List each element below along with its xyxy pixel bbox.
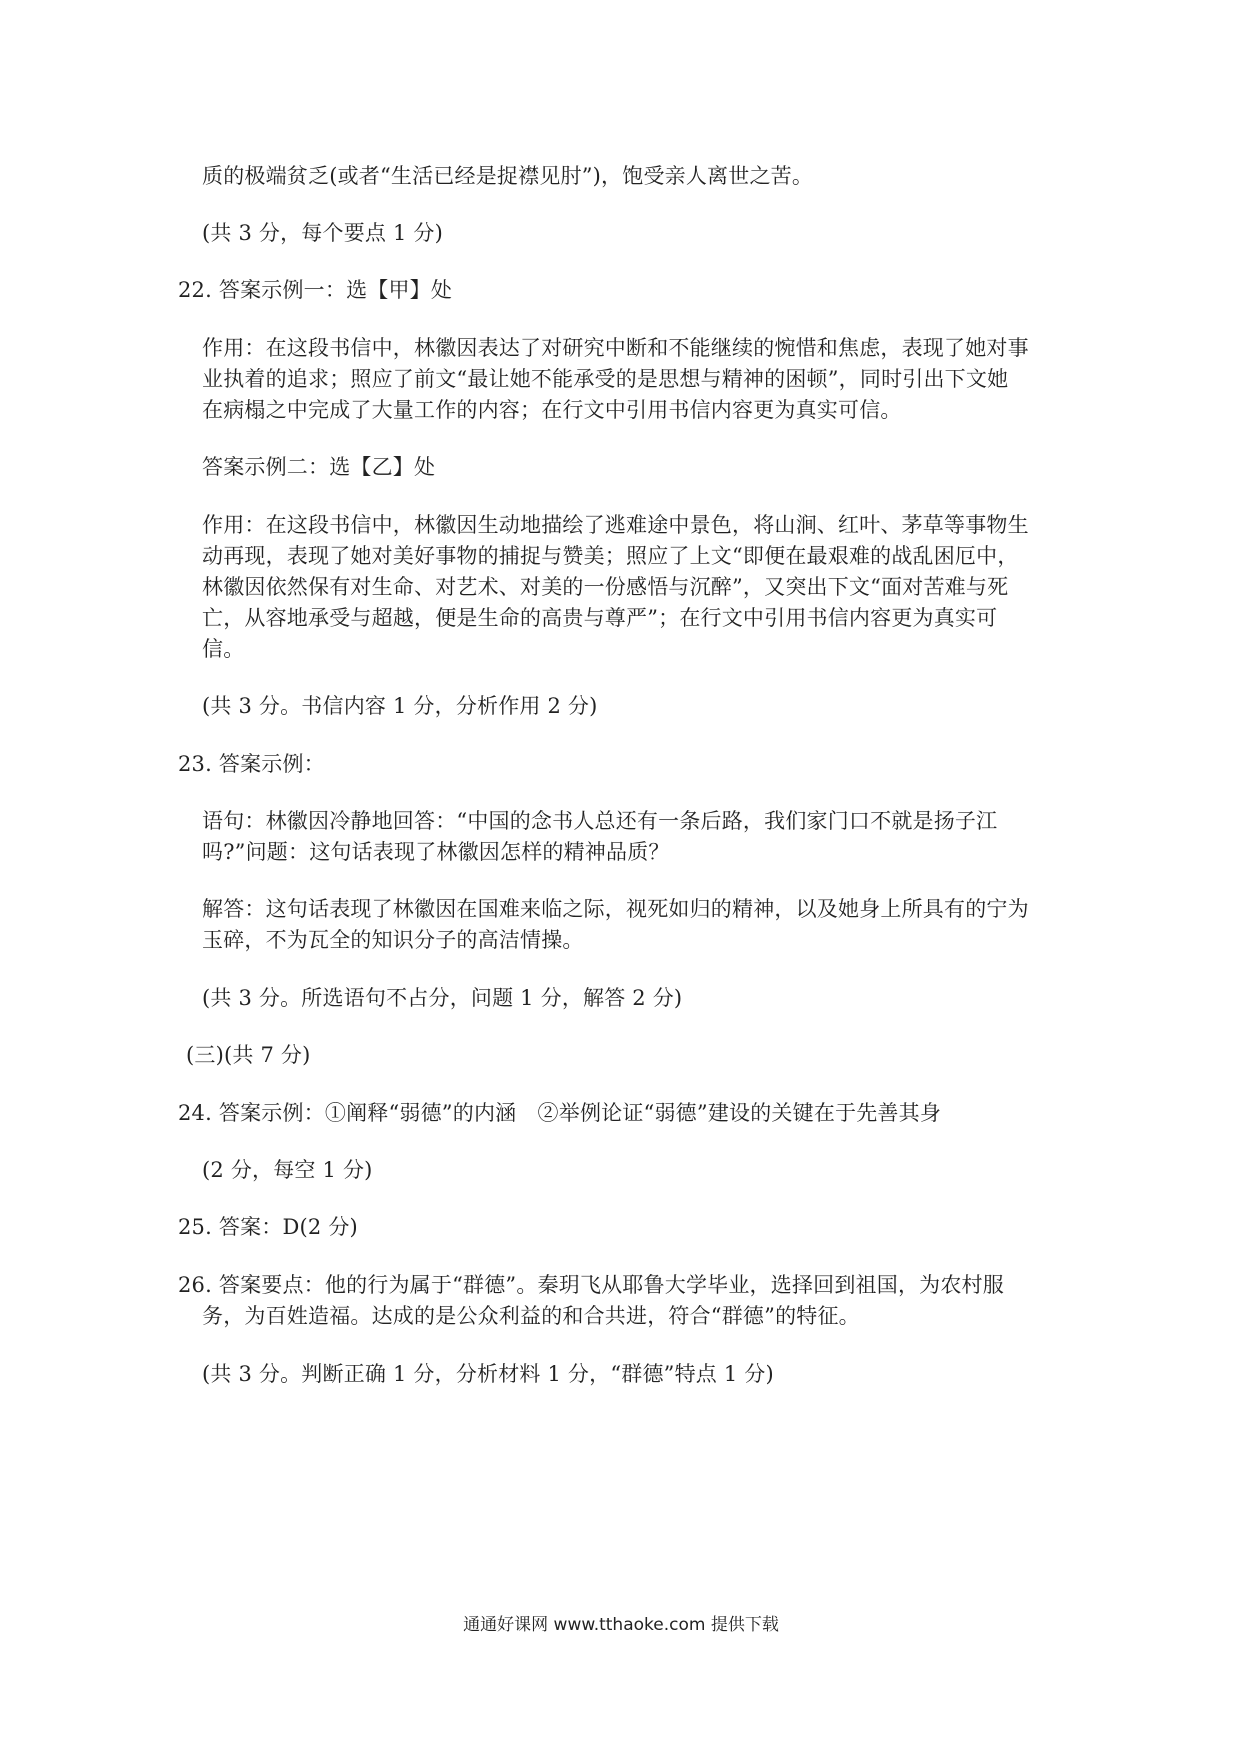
answer-22-example1-line2: 业执着的追求；照应了前文“最让她不能承受的是思想与精神的困顿”，同时引出下文她 (202, 367, 1009, 391)
answer-23-reply-line2: 玉碎，不为瓦全的知识分子的高洁情操。 (202, 928, 584, 952)
answer-23-reply-line1: 解答：这句话表现了林徽因在国难来临之际，视死如归的精神，以及她身上所具有的宁为 (202, 897, 1029, 921)
score-note-22: (共 3 分。书信内容 1 分，分析作用 2 分) (202, 694, 598, 718)
answer-22-example2-line4: 亡，从容地承受与超越，便是生命的高贵与尊严”；在行文中引用书信内容更为真实可 (202, 606, 998, 630)
score-note-23: (共 3 分。所选语句不占分，问题 1 分，解答 2 分) (202, 986, 683, 1010)
answer-22-example2-line5: 信。 (202, 637, 245, 661)
score-note-21: (共 3 分，每个要点 1 分) (202, 221, 444, 245)
question-23-heading: 23. 答案示例： (178, 752, 325, 776)
answer-22-example2-line2: 动再现，表现了她对美好事物的捕捉与赞美；照应了上文“即便在最艰难的战乱困厄中， (202, 544, 1019, 568)
answer-22-example2-line3: 林徽因依然保有对生命、对艺术、对美的一份感悟与沉醉”，又突出下文“面对苦难与死 (202, 575, 1009, 599)
answer-22-example2-heading: 答案示例二：选【乙】处 (202, 455, 436, 479)
page-footer: 通通好课网 www.tthaoke.com 提供下载 (463, 1615, 779, 1635)
answer-23-sentence-line2: 吗?”问题：这句话表现了林徽因怎样的精神品质？ (202, 840, 670, 864)
answer-22-example2-line1: 作用：在这段书信中，林徽因生动地描绘了逃难途中景色，将山涧、红叶、茅草等事物生 (202, 513, 1029, 537)
answer-26-line1: 26. 答案要点：他的行为属于“群德”。秦玥飞从耶鲁大学毕业，选择回到祖国，为农村服 (178, 1273, 1004, 1297)
section-3-heading: (三)(共 7 分) (186, 1043, 311, 1067)
answer-24: 24. 答案示例：①阐释“弱德”的内涵 ②举例论证“弱德”建设的关键在于先善其身 (178, 1101, 942, 1125)
answer-26-line2: 务，为百姓造福。达成的是公众利益的和合共进，符合“群德”的特征。 (202, 1304, 860, 1328)
score-note-24: (2 分，每空 1 分) (202, 1158, 373, 1182)
question-22-heading: 22. 答案示例一：选【甲】处 (178, 278, 453, 302)
answer-22-example1-line3: 在病榻之中完成了大量工作的内容；在行文中引用书信内容更为真实可信。 (202, 398, 902, 422)
answer-23-sentence-line1: 语句：林徽因冷静地回答：“中国的念书人总还有一条后路，我们家门口不就是扬子江 (202, 809, 998, 833)
score-note-26: (共 3 分。判断正确 1 分，分析材料 1 分，“群德”特点 1 分) (202, 1362, 774, 1386)
answer-21-continuation: 质的极端贫乏(或者“生活已经是捉襟见肘”)，饱受亲人离世之苦。 (202, 164, 814, 188)
answer-25: 25. 答案：D(2 分) (178, 1215, 358, 1239)
answer-22-example1-line1: 作用：在这段书信中，林徽因表达了对研究中断和不能继续的惋惜和焦虑，表现了她对事 (202, 336, 1029, 360)
